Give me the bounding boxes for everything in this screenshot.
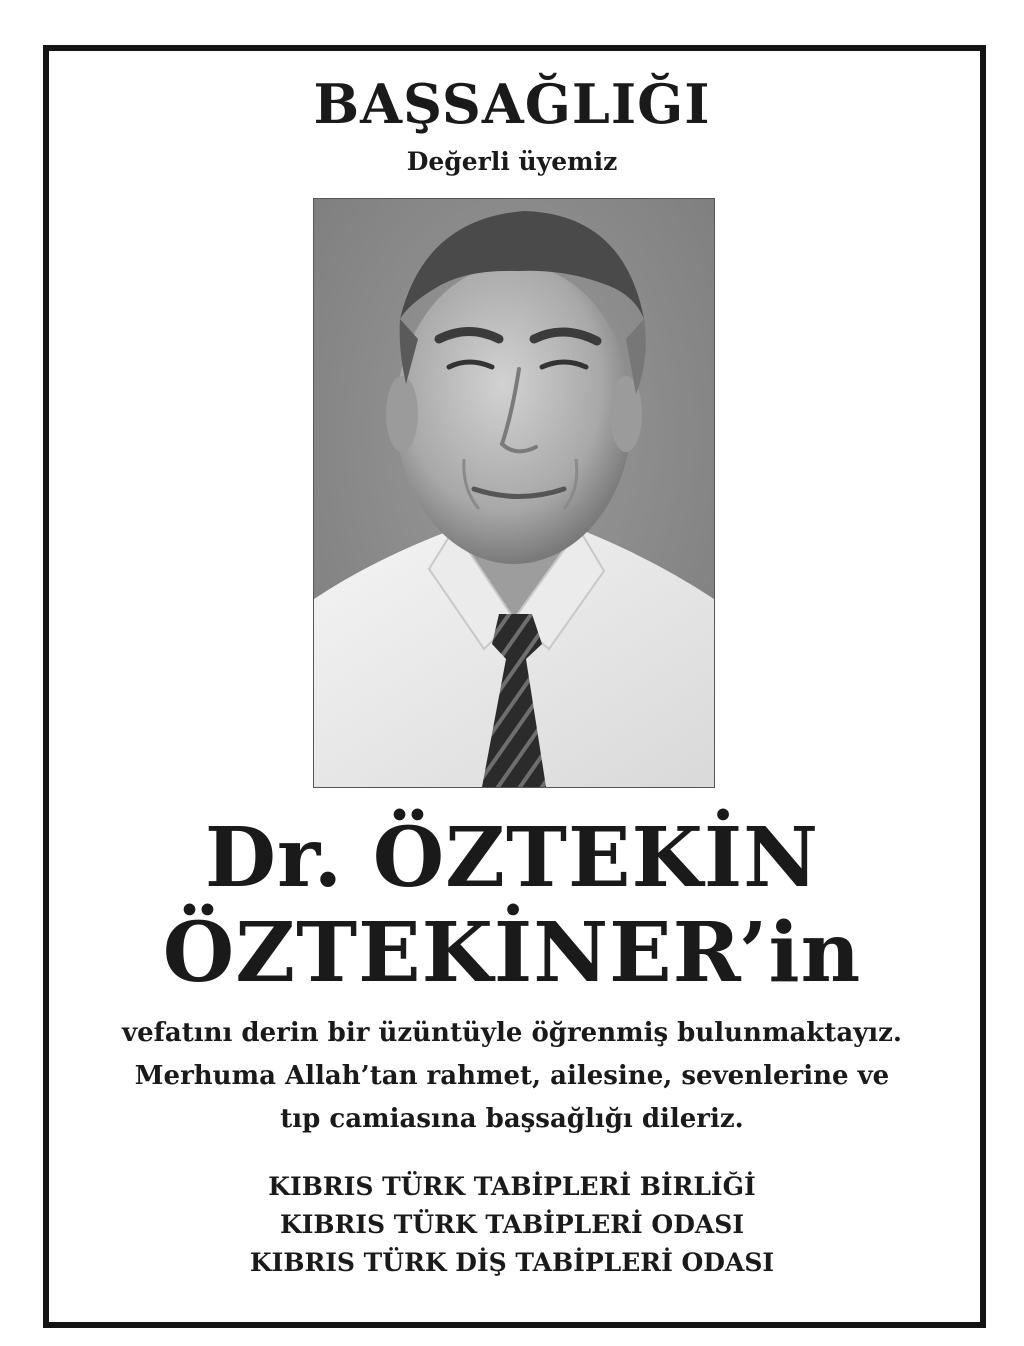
condolence-message bbox=[0, 1012, 1024, 1141]
signer-organization: KIBRIS TÜRK TABİPLERİ ODASI bbox=[279, 1210, 745, 1239]
signer-organization: KIBRIS TÜRK DİŞ TABİPLERİ ODASI bbox=[249, 1248, 775, 1277]
signer-organization: KIBRIS TÜRK TABİPLERİ BİRLİĞİ bbox=[268, 1172, 756, 1201]
notice-title: BAŞSAĞLIĞI bbox=[313, 72, 711, 136]
portrait-illustration bbox=[314, 199, 714, 787]
deceased-name-line1: Dr. ÖZTEKİN bbox=[204, 810, 820, 906]
signer-organizations bbox=[0, 1168, 1024, 1282]
notice-subtitle: Değerli üyemiz bbox=[406, 147, 618, 176]
message-line: vefatını derin bir üzüntüyle öğrenmiş bulunmaktayız. bbox=[122, 1018, 902, 1048]
deceased-name-line2: ÖZTEKİNER’in bbox=[162, 905, 862, 1001]
portrait-photo bbox=[313, 198, 715, 788]
message-line: tıp camiasına başsağlığı dileriz. bbox=[280, 1104, 744, 1134]
message-line: Merhuma Allah’tan rahmet, ailesine, sevenlerine ve bbox=[134, 1061, 890, 1091]
